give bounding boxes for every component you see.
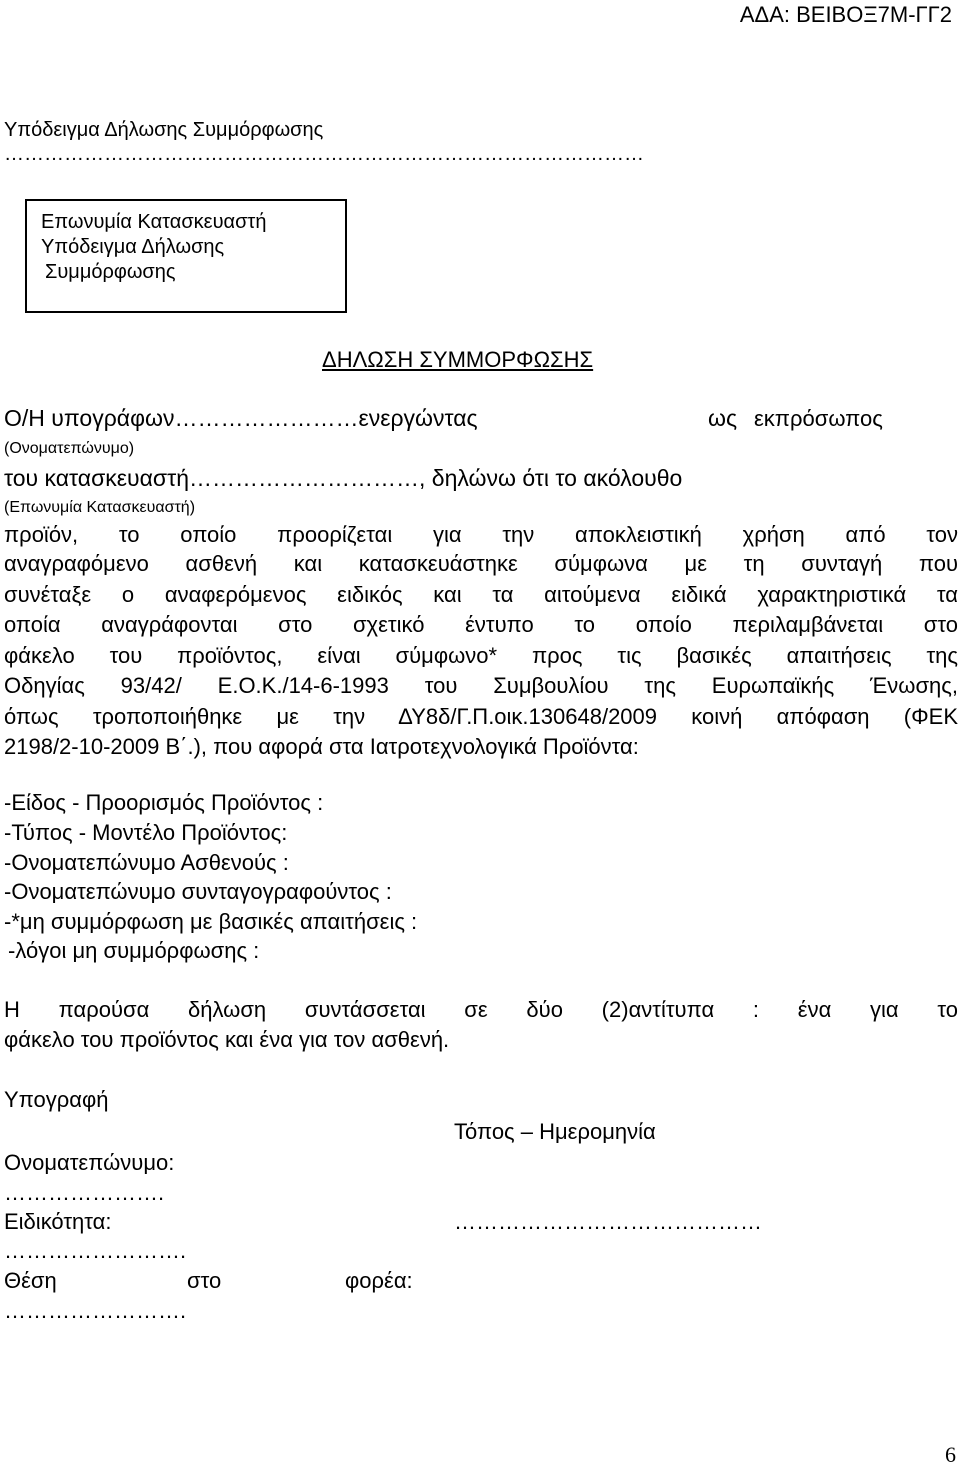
field-patient-name: -Ονοματεπώνυμο Ασθενούς :	[4, 850, 289, 875]
field-type-purpose: -Είδος - Προορισμός Προϊόντος :	[4, 790, 324, 815]
place-date-dots: ……………………………………	[454, 1209, 762, 1234]
name-dots: ………………….	[4, 1180, 165, 1205]
manufacturer-line	[4, 465, 682, 492]
manufacturer-label: του κατασκευαστή	[4, 465, 189, 491]
signer-hint: (Ονοματεπώνυμο)	[4, 440, 135, 457]
body-line-5: φάκελο του προϊόντος, είναι σύμφωνο* προς τις βασικές απαιτήσεις της	[4, 643, 958, 668]
name-label: Ονοματεπώνυμο:	[4, 1150, 175, 1175]
body-line-7: όπως τροποποιήθηκε με την ΔΥ8δ/Γ.Π.οικ.130648/2009 κοινή απόφαση (ΦΕΚ	[4, 704, 958, 729]
signer-line	[4, 405, 478, 432]
position-label-1: Θέση	[4, 1268, 57, 1293]
document-title: Υπόδειγμα Δήλωσης Συμμόρφωσης	[4, 119, 324, 141]
signer-dots: ……………………	[174, 405, 359, 431]
closing-line-1: Η παρούσα δήλωση συντάσσεται σε δύο (2)αντίτυπα : ένα για το	[4, 997, 958, 1022]
manufacturer-dots: …………………………	[189, 465, 419, 491]
page-number: 6	[945, 1442, 956, 1467]
position-label-3: φορέα:	[345, 1268, 413, 1293]
body-line-8: 2198/2-10-2009 Β΄.), που αφορά στα Ιατροτεχνολογικά Προϊόντα:	[4, 734, 639, 759]
field-type-model: -Τύπος - Μοντέλο Προϊόντος:	[4, 820, 288, 845]
box-line-3: Συμμόρφωσης	[45, 261, 176, 283]
manufacturer-box	[25, 199, 347, 313]
place-date-label: Τόπος – Ημερομηνία	[454, 1119, 656, 1144]
body-line-6: Οδηγίας 93/42/ Ε.Ο.Κ./14-6-1993 του Συμβουλίου της Ευρωπαϊκής Ένωσης,	[4, 673, 958, 698]
title-dotted-line: ……………………………………………………………………………………	[4, 143, 644, 165]
body-line-2: αναγραφόμενο ασθενή και κατασκευάστηκε σύμφωνα με τη συνταγή που	[4, 551, 958, 576]
body-line-4: οποία αναγράφονται στο σχετικό έντυπο το οποίο περιλαμβάνεται στο	[4, 612, 958, 637]
body-line-1: προϊόν, το οποίο προορίζεται για την αποκλειστική χρήση από τον	[4, 522, 958, 547]
position-dots: …………………….	[4, 1298, 187, 1323]
position-label-2: στο	[187, 1268, 222, 1293]
field-nonconformity: -*μη συμμόρφωση με βασικές απαιτήσεις :	[4, 909, 418, 934]
representative-label: εκπρόσωπος	[754, 406, 883, 431]
ada-code: ΑΔΑ: ΒΕΙΒΟΞ7Μ-ΓΓ2	[739, 2, 952, 27]
declaration-heading: ΔΗΛΩΣΗ ΣΥΜΜΟΡΦΩΣΗΣ	[322, 347, 594, 372]
field-nonconformity-reasons: -λόγοι μη συμμόρφωσης :	[8, 938, 260, 963]
signer-label: Ο/Η υπογράφων	[4, 405, 175, 431]
acting-label: ενεργώντας	[358, 405, 478, 431]
manufacturer-hint: (Επωνυμία Κατασκευαστή)	[4, 499, 196, 516]
box-line-2: Υπόδειγμα Δήλωσης	[41, 236, 225, 258]
declare-text: , δηλώνω ότι το ακόλουθο	[419, 465, 683, 491]
box-line-1: Επωνυμία Κατασκευαστή	[41, 211, 267, 233]
specialty-dots: …………………….	[4, 1238, 187, 1263]
field-prescriber-name: -Ονοματεπώνυμο συνταγογραφούντος :	[4, 879, 392, 904]
as-label: ως	[708, 405, 738, 431]
specialty-label: Ειδικότητα:	[4, 1209, 112, 1234]
body-line-3: συνέταξε ο αναφερόμενος ειδικός και τα αιτούμενα ειδικά χαρακτηριστικά τα	[4, 582, 958, 607]
closing-line-2: φάκελο του προϊόντος και ένα για τον ασθενή.	[4, 1027, 450, 1052]
signature-label: Υπογραφή	[4, 1087, 109, 1112]
